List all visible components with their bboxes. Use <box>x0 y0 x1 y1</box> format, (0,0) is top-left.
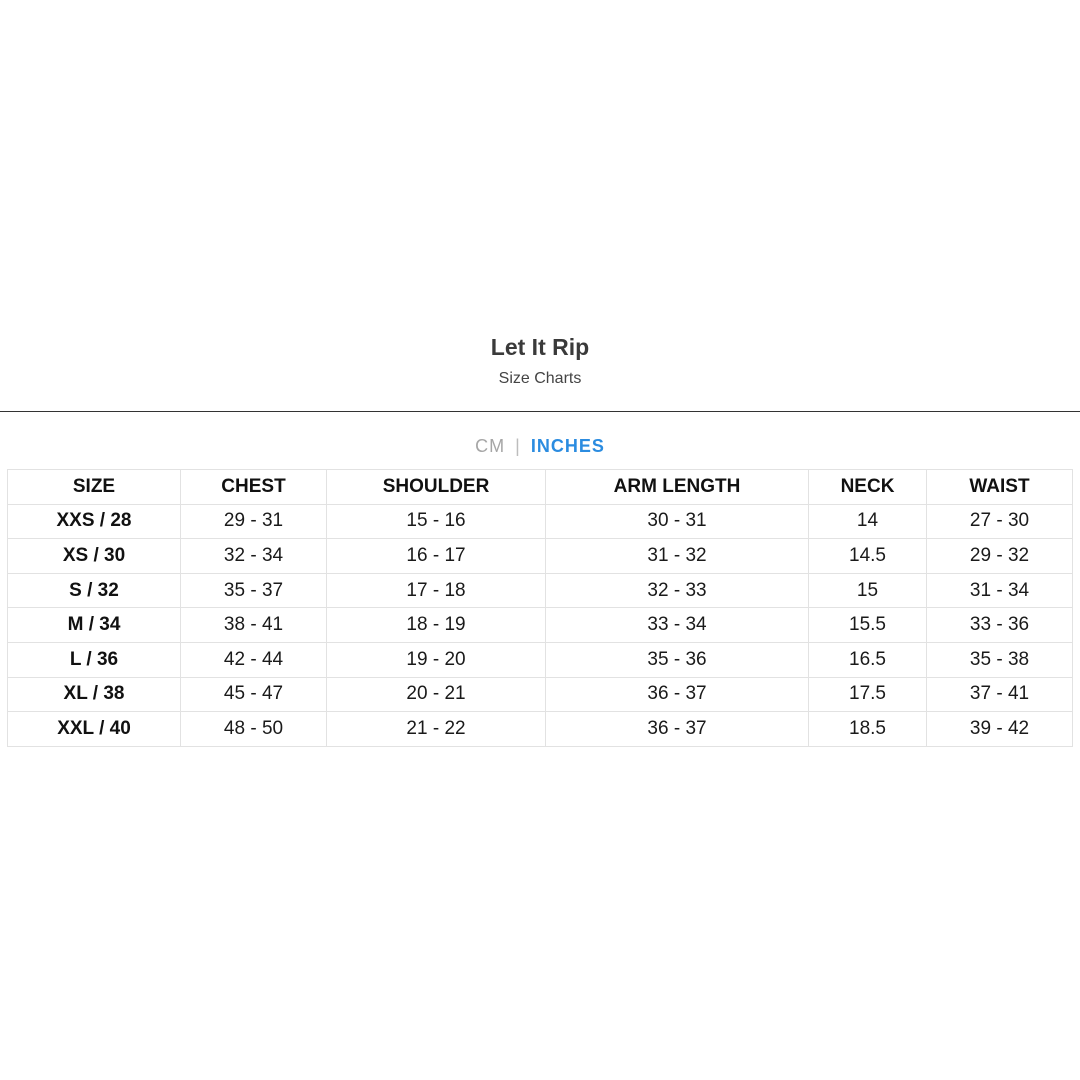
size-chart-header <box>0 330 1080 390</box>
shoulder-cell: 15 - 16 <box>327 504 546 539</box>
shoulder-cell: 19 - 20 <box>327 642 546 677</box>
column-header-chest: CHEST <box>181 470 327 505</box>
size-cell: M / 34 <box>8 608 181 643</box>
neck-cell: 15.5 <box>809 608 927 643</box>
shoulder-cell: 17 - 18 <box>327 573 546 608</box>
shoulder-cell: 21 - 22 <box>327 712 546 747</box>
chest-cell: 45 - 47 <box>181 677 327 712</box>
table-row <box>8 539 1073 574</box>
waist-cell: 31 - 34 <box>927 573 1073 608</box>
page-title: Let It Rip <box>490 334 590 360</box>
chest-cell: 38 - 41 <box>181 608 327 643</box>
column-header-waist: WAIST <box>927 470 1073 505</box>
size-cell: S / 32 <box>8 573 181 608</box>
size-cell: XL / 38 <box>8 677 181 712</box>
shoulder-cell: 16 - 17 <box>327 539 546 574</box>
table-row <box>8 642 1073 677</box>
size-cell: XXL / 40 <box>8 712 181 747</box>
unit-separator: | <box>515 436 521 456</box>
shoulder-cell: 18 - 19 <box>327 608 546 643</box>
chest-cell: 48 - 50 <box>181 712 327 747</box>
arm-length-cell: 32 - 33 <box>546 573 809 608</box>
neck-cell: 14.5 <box>809 539 927 574</box>
column-header-neck: NECK <box>809 470 927 505</box>
size-chart-table <box>7 469 1073 747</box>
unit-toggle <box>0 433 1080 459</box>
neck-cell: 18.5 <box>809 712 927 747</box>
table-row <box>8 712 1073 747</box>
arm-length-cell: 36 - 37 <box>546 712 809 747</box>
chest-cell: 42 - 44 <box>181 642 327 677</box>
table-row <box>8 573 1073 608</box>
chest-cell: 35 - 37 <box>181 573 327 608</box>
waist-cell: 39 - 42 <box>927 712 1073 747</box>
column-header-shoulder: SHOULDER <box>327 470 546 505</box>
size-cell: XXS / 28 <box>8 504 181 539</box>
table-row <box>8 608 1073 643</box>
column-header-arm-length: ARM LENGTH <box>546 470 809 505</box>
unit-option-cm[interactable]: CM <box>475 436 506 456</box>
column-header-size: SIZE <box>8 470 181 505</box>
arm-length-cell: 33 - 34 <box>546 608 809 643</box>
arm-length-cell: 30 - 31 <box>546 504 809 539</box>
chest-cell: 29 - 31 <box>181 504 327 539</box>
chest-cell: 32 - 34 <box>181 539 327 574</box>
waist-cell: 27 - 30 <box>927 504 1073 539</box>
unit-option-inches[interactable]: INCHES <box>530 436 605 456</box>
neck-cell: 14 <box>809 504 927 539</box>
arm-length-cell: 36 - 37 <box>546 677 809 712</box>
shoulder-cell: 20 - 21 <box>327 677 546 712</box>
neck-cell: 16.5 <box>809 642 927 677</box>
size-cell: XS / 30 <box>8 539 181 574</box>
neck-cell: 17.5 <box>809 677 927 712</box>
arm-length-cell: 31 - 32 <box>546 539 809 574</box>
table-row <box>8 504 1073 539</box>
table-row <box>8 677 1073 712</box>
size-cell: L / 36 <box>8 642 181 677</box>
page-subtitle: Size Charts <box>498 370 582 387</box>
table-header-row <box>8 470 1073 505</box>
waist-cell: 35 - 38 <box>927 642 1073 677</box>
waist-cell: 37 - 41 <box>927 677 1073 712</box>
waist-cell: 29 - 32 <box>927 539 1073 574</box>
neck-cell: 15 <box>809 573 927 608</box>
arm-length-cell: 35 - 36 <box>546 642 809 677</box>
waist-cell: 33 - 36 <box>927 608 1073 643</box>
header-divider <box>0 411 1080 412</box>
